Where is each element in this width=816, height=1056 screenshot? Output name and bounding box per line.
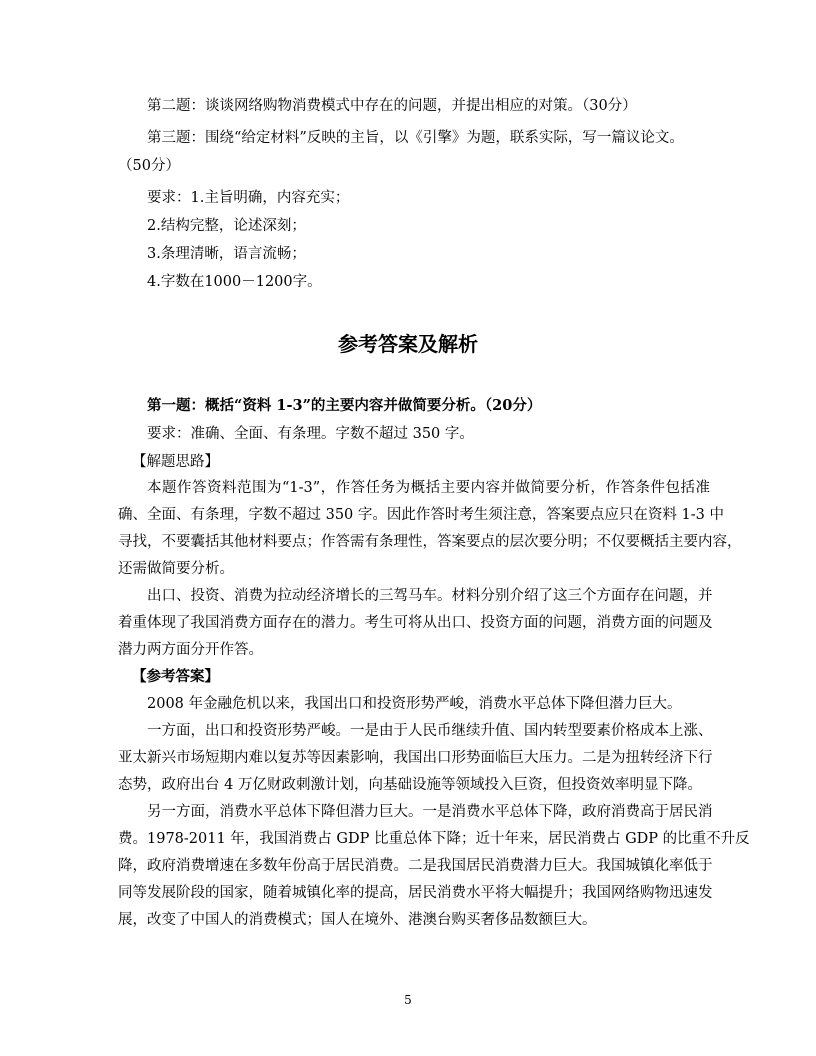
approach-p1-line-3: 寻找，不要囊括其他材料要点；作答需有条理性，答案要点的层次要分明；不仅要概括主要内容，	[118, 534, 742, 550]
requirement-3: 3.条理清晰，语言流畅；	[147, 246, 306, 262]
approach-p2-line-2: 着重体现了我国消费方面存在的潜力。考生可将从出口、投资方面的问题，消费方面的问题及	[118, 615, 713, 631]
question-3-line-2: （50分）	[118, 158, 180, 174]
approach-p1-line-4: 还需做简要分析。	[118, 561, 234, 577]
requirement-1: 要求：1.主旨明确，内容充实；	[147, 190, 350, 206]
question-2: 第二题：谈谈网络购物消费模式中存在的问题，并提出相应的对策。（30分）	[147, 98, 637, 114]
q1-requirement: 要求：准确、全面、有条理。字数不超过 350 字。	[147, 426, 474, 442]
approach-p1-line-2: 确、全面、有条理，字数不超过 350 字。因此作答时考生须注意，答案要点应只在资料 1-3 中	[118, 507, 724, 523]
answer-p3-line-2: 费。1978-2011 年，我国消费占 GDP 比重总体下降；近十年来，居民消费占 GDP 的比重不升反	[118, 831, 750, 847]
question-3-line-1: 第三题：围绕“给定材料”反映的主旨，以《引擎》为题，联系实际，写一篇议论文。	[147, 130, 684, 146]
answer-p3-line-4: 同等发展阶段的国家，随着城镇化率的提高，居民消费水平将大幅提升；我国网络购物迅速发	[118, 885, 713, 901]
answer-p3-line-5: 展，改变了中国人的消费模式；国人在境外、港澳台购买奢侈品数额巨大。	[118, 912, 597, 928]
answer-p3-line-1: 另一方面，消费水平总体下降但潜力巨大。一是消费水平总体下降，政府消费高于居民消	[147, 804, 713, 820]
approach-label: 【解题思路】	[132, 454, 219, 470]
answer-p3-line-3: 降，政府消费增速在多数年份高于居民消费。二是我国居民消费潜力巨大。我国城镇化率低于	[118, 858, 713, 874]
approach-p2-line-1: 出口、投资、消费为拉动经济增长的三驾马车。材料分别介绍了这三个方面存在问题，并	[147, 588, 713, 604]
page-number: 5	[404, 993, 412, 1007]
approach-p1-line-1: 本题作答资料范围为“1-3”，作答任务为概括主要内容并做简要分析，作答条件包括准	[147, 480, 710, 496]
answer-label: 【参考答案】	[132, 668, 219, 685]
answer-p2-line-1: 一方面，出口和投资形势严峻。一是由于人民币继续升值、国内转型要素价格成本上涨、	[147, 723, 713, 739]
approach-p2-line-3: 潜力两方面分开作答。	[118, 642, 263, 658]
answer-p2-line-2: 亚太新兴市场短期内难以复苏等因素影响，我国出口形势面临巨大压力。二是为扭转经济下行	[118, 750, 713, 766]
requirement-4: 4.字数在1000－1200字。	[147, 274, 322, 290]
answer-p1: 2008 年金融危机以来，我国出口和投资形势严峻，消费水平总体下降但潜力巨大。	[147, 696, 682, 712]
answer-p2-line-3: 态势，政府出台 4 万亿财政刺激计划，向基础设施等领域投入巨资，但投资效率明显下降。	[118, 777, 702, 793]
requirement-2: 2.结构完整，论述深刻；	[147, 218, 306, 234]
q1-heading: 第一题：概括“资料 1-3”的主要内容并做简要分析。（20分）	[147, 397, 542, 414]
answer-section-title: 参考答案及解析	[338, 332, 478, 356]
